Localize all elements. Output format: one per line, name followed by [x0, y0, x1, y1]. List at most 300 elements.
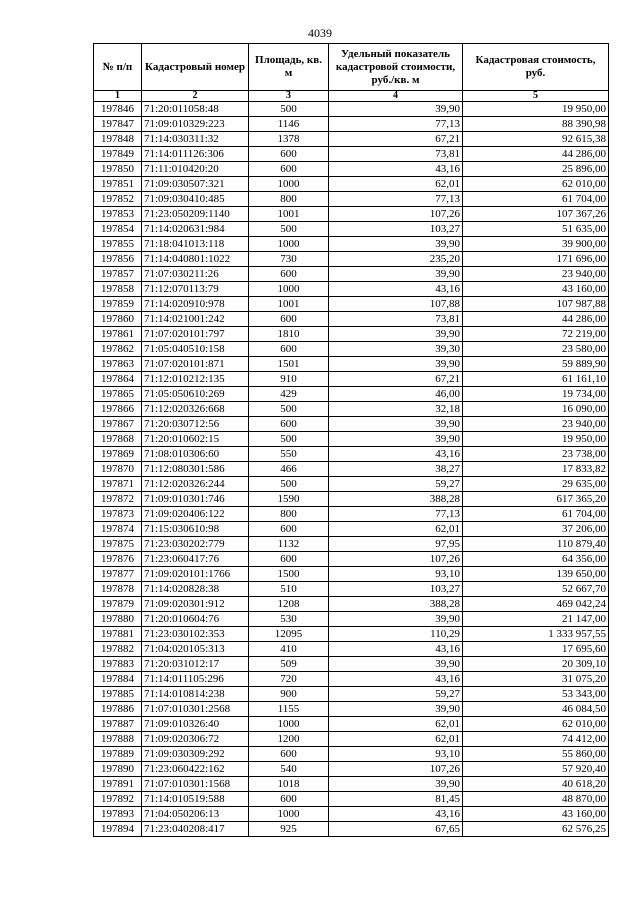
- specific-value-cell: 59,27: [329, 687, 463, 702]
- specific-value-cell: 39,90: [329, 237, 463, 252]
- area-cell: 1500: [249, 567, 329, 582]
- specific-value-cell: 62,01: [329, 717, 463, 732]
- specific-value-cell: 39,90: [329, 612, 463, 627]
- table-row: [94, 522, 609, 537]
- table-row: [94, 267, 609, 282]
- cadastral-value-cell: 62 576,25: [463, 822, 609, 837]
- cadastral-value-cell: 19 950,00: [463, 102, 609, 117]
- cadastral-number-cell: 71:09:030507:321: [142, 177, 249, 192]
- row-number-cell: 197874: [94, 522, 142, 537]
- cadastral-value-cell: 52 667,70: [463, 582, 609, 597]
- cadastral-value-cell: 110 879,40: [463, 537, 609, 552]
- cadastral-value-cell: 617 365,20: [463, 492, 609, 507]
- cadastral-value-cell: 23 940,00: [463, 267, 609, 282]
- specific-value-cell: 93,10: [329, 567, 463, 582]
- table-row: [94, 432, 609, 447]
- row-number-cell: 197871: [94, 477, 142, 492]
- cadastral-value-cell: 17 833,82: [463, 462, 609, 477]
- area-cell: 800: [249, 192, 329, 207]
- area-cell: 1018: [249, 777, 329, 792]
- area-cell: 500: [249, 432, 329, 447]
- cadastral-value-cell: 107 987,88: [463, 297, 609, 312]
- cadastral-number-cell: 71:07:010301:1568: [142, 777, 249, 792]
- cadastral-number-cell: 71:07:020101:797: [142, 327, 249, 342]
- area-cell: 510: [249, 582, 329, 597]
- table-row: [94, 777, 609, 792]
- row-number-cell: 197882: [94, 642, 142, 657]
- cadastral-value-cell: 92 615,38: [463, 132, 609, 147]
- table-row: [94, 417, 609, 432]
- page-number: 4039: [308, 26, 332, 40]
- row-number-cell: 197881: [94, 627, 142, 642]
- specific-value-cell: 39,90: [329, 102, 463, 117]
- area-cell: 720: [249, 672, 329, 687]
- specific-value-cell: 77,13: [329, 507, 463, 522]
- row-number-cell: 197869: [94, 447, 142, 462]
- column-number: 2: [142, 91, 249, 102]
- specific-value-cell: 107,26: [329, 552, 463, 567]
- specific-value-cell: 103,27: [329, 222, 463, 237]
- cadastral-number-cell: 71:11:010420:20: [142, 162, 249, 177]
- cadastral-value-cell: 40 618,20: [463, 777, 609, 792]
- row-number-cell: 197855: [94, 237, 142, 252]
- cadastral-value-cell: 61 161,10: [463, 372, 609, 387]
- cadastral-number-cell: 71:12:020326:668: [142, 402, 249, 417]
- row-number-cell: 197880: [94, 612, 142, 627]
- specific-value-cell: 97,95: [329, 537, 463, 552]
- cadastral-number-cell: 71:05:040510:158: [142, 342, 249, 357]
- header-cadastral-value: Кадастровая стоимость, руб.: [463, 44, 609, 91]
- cadastral-number-cell: 71:09:020406:122: [142, 507, 249, 522]
- area-cell: 730: [249, 252, 329, 267]
- cadastral-number-cell: 71:09:030410:485: [142, 192, 249, 207]
- area-cell: 1155: [249, 702, 329, 717]
- row-number-cell: 197851: [94, 177, 142, 192]
- specific-value-cell: 73,81: [329, 312, 463, 327]
- cadastral-value-table: [93, 43, 609, 837]
- specific-value-cell: 67,21: [329, 372, 463, 387]
- row-number-cell: 197854: [94, 222, 142, 237]
- cadastral-value-cell: 1 333 957,55: [463, 627, 609, 642]
- table-row: [94, 672, 609, 687]
- header-row-number: № п/п: [94, 44, 142, 91]
- cadastral-value-cell: 44 286,00: [463, 312, 609, 327]
- table-row: [94, 237, 609, 252]
- table-row: [94, 822, 609, 837]
- area-cell: 800: [249, 507, 329, 522]
- header-specific-value: Удельный показатель кадастровой стоимости, руб./кв. м: [329, 44, 463, 91]
- row-number-cell: 197846: [94, 102, 142, 117]
- specific-value-cell: 43,16: [329, 282, 463, 297]
- specific-value-cell: 103,27: [329, 582, 463, 597]
- specific-value-cell: 77,13: [329, 192, 463, 207]
- cadastral-number-cell: 71:07:010301:2568: [142, 702, 249, 717]
- cadastral-value-cell: 88 390,98: [463, 117, 609, 132]
- row-number-cell: 197877: [94, 567, 142, 582]
- table-row: [94, 537, 609, 552]
- cadastral-number-cell: 71:08:010306:60: [142, 447, 249, 462]
- cadastral-number-cell: 71:04:050206:13: [142, 807, 249, 822]
- area-cell: 500: [249, 477, 329, 492]
- table-row: [94, 612, 609, 627]
- cadastral-number-cell: 71:09:010329:223: [142, 117, 249, 132]
- table-row: [94, 327, 609, 342]
- row-number-cell: 197893: [94, 807, 142, 822]
- area-cell: 509: [249, 657, 329, 672]
- area-cell: 910: [249, 372, 329, 387]
- specific-value-cell: 59,27: [329, 477, 463, 492]
- area-cell: 429: [249, 387, 329, 402]
- area-cell: 500: [249, 102, 329, 117]
- cadastral-number-cell: 71:09:020301:912: [142, 597, 249, 612]
- cadastral-number-cell: 71:07:030211:26: [142, 267, 249, 282]
- cadastral-value-cell: 59 889,90: [463, 357, 609, 372]
- area-cell: 1001: [249, 297, 329, 312]
- cadastral-number-cell: 71:09:010301:746: [142, 492, 249, 507]
- area-cell: 1810: [249, 327, 329, 342]
- cadastral-value-cell: 171 696,00: [463, 252, 609, 267]
- cadastral-number-cell: 71:09:030309:292: [142, 747, 249, 762]
- cadastral-number-cell: 71:14:011105:296: [142, 672, 249, 687]
- table-row: [94, 492, 609, 507]
- table-row: [94, 627, 609, 642]
- cadastral-number-cell: 71:14:021001:242: [142, 312, 249, 327]
- specific-value-cell: 46,00: [329, 387, 463, 402]
- area-cell: 1000: [249, 807, 329, 822]
- area-cell: 1000: [249, 282, 329, 297]
- table-row: [94, 222, 609, 237]
- cadastral-value-cell: 19 950,00: [463, 432, 609, 447]
- specific-value-cell: 39,90: [329, 267, 463, 282]
- cadastral-value-cell: 139 650,00: [463, 567, 609, 582]
- cadastral-number-cell: 71:14:010519:588: [142, 792, 249, 807]
- table-header-row: [94, 44, 609, 91]
- specific-value-cell: 388,28: [329, 492, 463, 507]
- area-cell: 600: [249, 342, 329, 357]
- cadastral-number-cell: 71:23:050209:1140: [142, 207, 249, 222]
- area-cell: 550: [249, 447, 329, 462]
- row-number-cell: 197886: [94, 702, 142, 717]
- cadastral-value-cell: 43 160,00: [463, 282, 609, 297]
- row-number-cell: 197868: [94, 432, 142, 447]
- row-number-cell: 197891: [94, 777, 142, 792]
- table-row: [94, 147, 609, 162]
- row-number-cell: 197856: [94, 252, 142, 267]
- area-cell: 600: [249, 162, 329, 177]
- cadastral-value-cell: 23 580,00: [463, 342, 609, 357]
- table-row: [94, 582, 609, 597]
- specific-value-cell: 77,13: [329, 117, 463, 132]
- cadastral-value-cell: 19 734,00: [463, 387, 609, 402]
- cadastral-number-cell: 71:09:020306:72: [142, 732, 249, 747]
- area-cell: 925: [249, 822, 329, 837]
- row-number-cell: 197878: [94, 582, 142, 597]
- table-row: [94, 117, 609, 132]
- specific-value-cell: 235,20: [329, 252, 463, 267]
- cadastral-value-cell: 62 010,00: [463, 177, 609, 192]
- row-number-cell: 197865: [94, 387, 142, 402]
- area-cell: 1501: [249, 357, 329, 372]
- cadastral-value-cell: 46 084,50: [463, 702, 609, 717]
- cadastral-number-cell: 71:23:030102:353: [142, 627, 249, 642]
- column-number-row: [94, 91, 609, 102]
- cadastral-number-cell: 71:12:020326:244: [142, 477, 249, 492]
- cadastral-number-cell: 71:07:020101:871: [142, 357, 249, 372]
- specific-value-cell: 62,01: [329, 522, 463, 537]
- cadastral-number-cell: 71:20:031012:17: [142, 657, 249, 672]
- cadastral-number-cell: 71:14:010814:238: [142, 687, 249, 702]
- cadastral-number-cell: 71:14:030311:32: [142, 132, 249, 147]
- specific-value-cell: 62,01: [329, 732, 463, 747]
- table-row: [94, 792, 609, 807]
- table-row: [94, 342, 609, 357]
- cadastral-number-cell: 71:09:010326:40: [142, 717, 249, 732]
- cadastral-value-cell: 469 042,24: [463, 597, 609, 612]
- cadastral-value-cell: 39 900,00: [463, 237, 609, 252]
- area-cell: 1208: [249, 597, 329, 612]
- cadastral-number-cell: 71:15:030610:98: [142, 522, 249, 537]
- cadastral-number-cell: 71:12:080301:586: [142, 462, 249, 477]
- row-number-cell: 197861: [94, 327, 142, 342]
- cadastral-value-cell: 43 160,00: [463, 807, 609, 822]
- row-number-cell: 197858: [94, 282, 142, 297]
- table-row: [94, 477, 609, 492]
- specific-value-cell: 110,29: [329, 627, 463, 642]
- area-cell: 1146: [249, 117, 329, 132]
- area-cell: 600: [249, 522, 329, 537]
- row-number-cell: 197889: [94, 747, 142, 762]
- cadastral-value-cell: 57 920,40: [463, 762, 609, 777]
- specific-value-cell: 107,88: [329, 297, 463, 312]
- area-cell: 600: [249, 147, 329, 162]
- column-number: 4: [329, 91, 463, 102]
- table-row: [94, 717, 609, 732]
- specific-value-cell: 62,01: [329, 177, 463, 192]
- area-cell: 600: [249, 417, 329, 432]
- row-number-cell: 197862: [94, 342, 142, 357]
- cadastral-number-cell: 71:12:010212:135: [142, 372, 249, 387]
- area-cell: 1000: [249, 177, 329, 192]
- row-number-cell: 197860: [94, 312, 142, 327]
- row-number-cell: 197888: [94, 732, 142, 747]
- specific-value-cell: 39,90: [329, 357, 463, 372]
- cadastral-value-cell: 62 010,00: [463, 717, 609, 732]
- specific-value-cell: 107,26: [329, 207, 463, 222]
- table-row: [94, 162, 609, 177]
- area-cell: 600: [249, 267, 329, 282]
- table-row: [94, 657, 609, 672]
- table-row: [94, 507, 609, 522]
- specific-value-cell: 39,90: [329, 432, 463, 447]
- cadastral-value-cell: 44 286,00: [463, 147, 609, 162]
- area-cell: 1001: [249, 207, 329, 222]
- area-cell: 600: [249, 552, 329, 567]
- cadastral-value-cell: 23 738,00: [463, 447, 609, 462]
- cadastral-value-cell: 61 704,00: [463, 192, 609, 207]
- row-number-cell: 197857: [94, 267, 142, 282]
- row-number-cell: 197863: [94, 357, 142, 372]
- specific-value-cell: 39,90: [329, 777, 463, 792]
- specific-value-cell: 38,27: [329, 462, 463, 477]
- table-row: [94, 762, 609, 777]
- header-area: Площадь, кв. м: [249, 44, 329, 91]
- row-number-cell: 197850: [94, 162, 142, 177]
- cadastral-number-cell: 71:05:050610:269: [142, 387, 249, 402]
- table-row: [94, 552, 609, 567]
- specific-value-cell: 67,21: [329, 132, 463, 147]
- cadastral-number-cell: 71:20:011058:48: [142, 102, 249, 117]
- table-row: [94, 702, 609, 717]
- cadastral-value-cell: 29 635,00: [463, 477, 609, 492]
- cadastral-value-cell: 55 860,00: [463, 747, 609, 762]
- cadastral-number-cell: 71:20:010602:15: [142, 432, 249, 447]
- cadastral-value-cell: 37 206,00: [463, 522, 609, 537]
- cadastral-number-cell: 71:20:010604:76: [142, 612, 249, 627]
- cadastral-number-cell: 71:14:020828:38: [142, 582, 249, 597]
- area-cell: 12095: [249, 627, 329, 642]
- row-number-cell: 197894: [94, 822, 142, 837]
- cadastral-number-cell: 71:12:070113:79: [142, 282, 249, 297]
- cadastral-value-cell: 48 870,00: [463, 792, 609, 807]
- cadastral-number-cell: 71:09:020101:1766: [142, 567, 249, 582]
- specific-value-cell: 388,28: [329, 597, 463, 612]
- cadastral-number-cell: 71:04:020105:313: [142, 642, 249, 657]
- cadastral-number-cell: 71:20:030712:56: [142, 417, 249, 432]
- row-number-cell: 197879: [94, 597, 142, 612]
- table-row: [94, 747, 609, 762]
- specific-value-cell: 43,16: [329, 447, 463, 462]
- cadastral-number-cell: 71:14:020631:984: [142, 222, 249, 237]
- specific-value-cell: 67,65: [329, 822, 463, 837]
- area-cell: 600: [249, 312, 329, 327]
- area-cell: 410: [249, 642, 329, 657]
- area-cell: 1000: [249, 717, 329, 732]
- cadastral-value-cell: 20 309,10: [463, 657, 609, 672]
- specific-value-cell: 93,10: [329, 747, 463, 762]
- specific-value-cell: 43,16: [329, 807, 463, 822]
- table-row: [94, 567, 609, 582]
- cadastral-number-cell: 71:14:011126:306: [142, 147, 249, 162]
- row-number-cell: 197872: [94, 492, 142, 507]
- area-cell: 1200: [249, 732, 329, 747]
- cadastral-value-cell: 61 704,00: [463, 507, 609, 522]
- cadastral-value-cell: 53 343,00: [463, 687, 609, 702]
- column-number: 1: [94, 91, 142, 102]
- table-row: [94, 132, 609, 147]
- cadastral-value-cell: 51 635,00: [463, 222, 609, 237]
- cadastral-value-cell: 16 090,00: [463, 402, 609, 417]
- area-cell: 500: [249, 222, 329, 237]
- specific-value-cell: 43,16: [329, 162, 463, 177]
- cadastral-value-cell: 25 896,00: [463, 162, 609, 177]
- row-number-cell: 197849: [94, 147, 142, 162]
- specific-value-cell: 39,90: [329, 702, 463, 717]
- header-cadastral-number: Кадастровый номер: [142, 44, 249, 91]
- row-number-cell: 197866: [94, 402, 142, 417]
- column-number: 3: [249, 91, 329, 102]
- specific-value-cell: 39,90: [329, 327, 463, 342]
- row-number-cell: 197885: [94, 687, 142, 702]
- cadastral-number-cell: 71:14:040801:1022: [142, 252, 249, 267]
- row-number-cell: 197867: [94, 417, 142, 432]
- row-number-cell: 197890: [94, 762, 142, 777]
- specific-value-cell: 39,90: [329, 417, 463, 432]
- area-cell: 1378: [249, 132, 329, 147]
- cadastral-value-cell: 17 695,60: [463, 642, 609, 657]
- cadastral-number-cell: 71:14:020910:978: [142, 297, 249, 312]
- table-row: [94, 312, 609, 327]
- row-number-cell: 197876: [94, 552, 142, 567]
- cadastral-value-cell: 72 219,00: [463, 327, 609, 342]
- table-row: [94, 597, 609, 612]
- specific-value-cell: 73,81: [329, 147, 463, 162]
- table-row: [94, 687, 609, 702]
- specific-value-cell: 39,90: [329, 657, 463, 672]
- row-number-cell: 197887: [94, 717, 142, 732]
- row-number-cell: 197884: [94, 672, 142, 687]
- row-number-cell: 197859: [94, 297, 142, 312]
- cadastral-value-cell: 31 075,20: [463, 672, 609, 687]
- table-row: [94, 462, 609, 477]
- row-number-cell: 197852: [94, 192, 142, 207]
- cadastral-value-cell: 107 367,26: [463, 207, 609, 222]
- area-cell: 600: [249, 792, 329, 807]
- row-number-cell: 197883: [94, 657, 142, 672]
- specific-value-cell: 107,26: [329, 762, 463, 777]
- cadastral-number-cell: 71:18:041013:118: [142, 237, 249, 252]
- specific-value-cell: 39,30: [329, 342, 463, 357]
- table-row: [94, 102, 609, 117]
- table-row: [94, 807, 609, 822]
- specific-value-cell: 43,16: [329, 672, 463, 687]
- row-number-cell: 197875: [94, 537, 142, 552]
- table-row: [94, 207, 609, 222]
- cadastral-number-cell: 71:23:030202:779: [142, 537, 249, 552]
- table-row: [94, 642, 609, 657]
- area-cell: 900: [249, 687, 329, 702]
- table-row: [94, 357, 609, 372]
- cadastral-value-cell: 23 940,00: [463, 417, 609, 432]
- row-number-cell: 197892: [94, 792, 142, 807]
- area-cell: 530: [249, 612, 329, 627]
- table-row: [94, 252, 609, 267]
- cadastral-value-cell: 74 412,00: [463, 732, 609, 747]
- area-cell: 1590: [249, 492, 329, 507]
- cadastral-number-cell: 71:23:060422:162: [142, 762, 249, 777]
- column-number: 5: [463, 91, 609, 102]
- area-cell: 1132: [249, 537, 329, 552]
- cadastral-value-cell: 64 356,00: [463, 552, 609, 567]
- row-number-cell: 197848: [94, 132, 142, 147]
- table-row: [94, 402, 609, 417]
- area-cell: 466: [249, 462, 329, 477]
- area-cell: 540: [249, 762, 329, 777]
- table-row: [94, 177, 609, 192]
- row-number-cell: 197864: [94, 372, 142, 387]
- table-row: [94, 387, 609, 402]
- area-cell: 500: [249, 402, 329, 417]
- row-number-cell: 197870: [94, 462, 142, 477]
- row-number-cell: 197853: [94, 207, 142, 222]
- cadastral-value-cell: 21 147,00: [463, 612, 609, 627]
- specific-value-cell: 43,16: [329, 642, 463, 657]
- specific-value-cell: 32,18: [329, 402, 463, 417]
- table-row: [94, 282, 609, 297]
- table-row: [94, 297, 609, 312]
- table-row: [94, 192, 609, 207]
- table-row: [94, 732, 609, 747]
- cadastral-number-cell: 71:23:040208:417: [142, 822, 249, 837]
